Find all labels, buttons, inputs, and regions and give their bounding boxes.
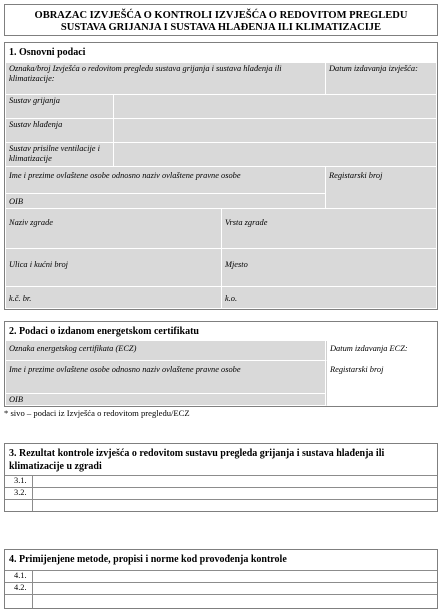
section-3-control-result — [4, 443, 438, 512]
method-field-4-1[interactable] — [33, 571, 437, 582]
cadastral-municipality-label: k.o. — [222, 287, 437, 309]
section-3-heading-line-1: 3. Rezultat kontrole izvješća o redovitom sustavu pregleda grijanja i sustava hlađenja ili — [9, 448, 385, 459]
ventilation-system-label: Sustav prisilne ventilacije i klimatizacije — [6, 143, 114, 167]
registration-number-label: Registarski broj — [326, 167, 437, 209]
section-2-energy-certificate — [4, 321, 438, 407]
ecz-registration-number-label: Registarski broj — [326, 361, 437, 406]
cooling-system-label: Sustav hlađenja — [6, 119, 114, 143]
section-1-basic-data — [4, 42, 438, 310]
divider — [5, 499, 437, 500]
section-1-heading: 1. Osnovni podaci — [9, 47, 86, 58]
ecz-label: Oznaka energetskog certifikata (ECZ) — [6, 341, 326, 361]
heating-system-label: Sustav grijanja — [6, 95, 114, 119]
ecz-oib-label: OIB — [6, 394, 326, 406]
authorized-person-label: Ime i prezime ovlaštene osobe odnosno naziv ovlaštene pravne osobe — [6, 167, 326, 194]
row-number: 3.2. — [14, 488, 27, 497]
form-title-box — [4, 4, 438, 36]
result-field-3-2[interactable] — [33, 488, 437, 499]
cadastral-parcel-label: k.č. br. — [6, 287, 222, 309]
section-3-heading-line-2: klimatizacije u zgradi — [9, 461, 102, 472]
row-number: 4.2. — [14, 583, 27, 592]
method-field-4-2[interactable] — [33, 583, 437, 594]
building-name-label: Naziv zgrade — [6, 209, 222, 249]
report-date-label: Datum izdavanja izvješća: — [326, 63, 437, 95]
place-label: Mjesto — [222, 249, 437, 287]
form-title-line-2: SUSTAVA GRIJANJA I SUSTAVA HLAĐENJA ILI KLIMATIZACIJE — [60, 22, 382, 33]
building-type-label: Vrsta zgrade — [222, 209, 437, 249]
section-4-methods — [4, 549, 438, 609]
section-2-heading: 2. Podaci o izdanom energetskom certifikatu — [9, 326, 199, 337]
form-title-line-1: OBRAZAC IZVJEŠĆA O KONTROLI IZVJEŠĆA O REDOVITOM PREGLEDU — [34, 10, 408, 21]
ecz-authorized-person-label: Ime i prezime ovlaštene osobe odnosno naziv ovlaštene pravne osobe — [6, 361, 326, 394]
row-number: 4.1. — [14, 571, 27, 580]
form-title — [5, 10, 437, 34]
divider — [5, 594, 437, 595]
ecz-date-label: Datum izdavanja ECZ: — [326, 341, 437, 361]
gray-fields-note: * sivo – podaci iz Izvješća o redovitom pregledu/ECZ — [4, 408, 190, 418]
section-3-heading — [9, 447, 384, 473]
report-number-label: Oznaka/broj Izvješća o redovitom pregledu sustava grijanja i sustava hlađenja ili klimatizacije: — [6, 63, 326, 95]
ventilation-system-value[interactable] — [114, 143, 437, 167]
heating-system-value[interactable] — [114, 95, 437, 119]
result-field-3-1[interactable] — [33, 476, 437, 487]
cooling-system-value[interactable] — [114, 119, 437, 143]
row-number: 3.1. — [14, 476, 27, 485]
oib-label: OIB — [6, 194, 326, 209]
street-label: Ulica i kućni broj — [6, 249, 222, 287]
section-4-heading: 4. Primijenjene metode, propisi i norme kod provođenja kontrole — [9, 554, 287, 565]
